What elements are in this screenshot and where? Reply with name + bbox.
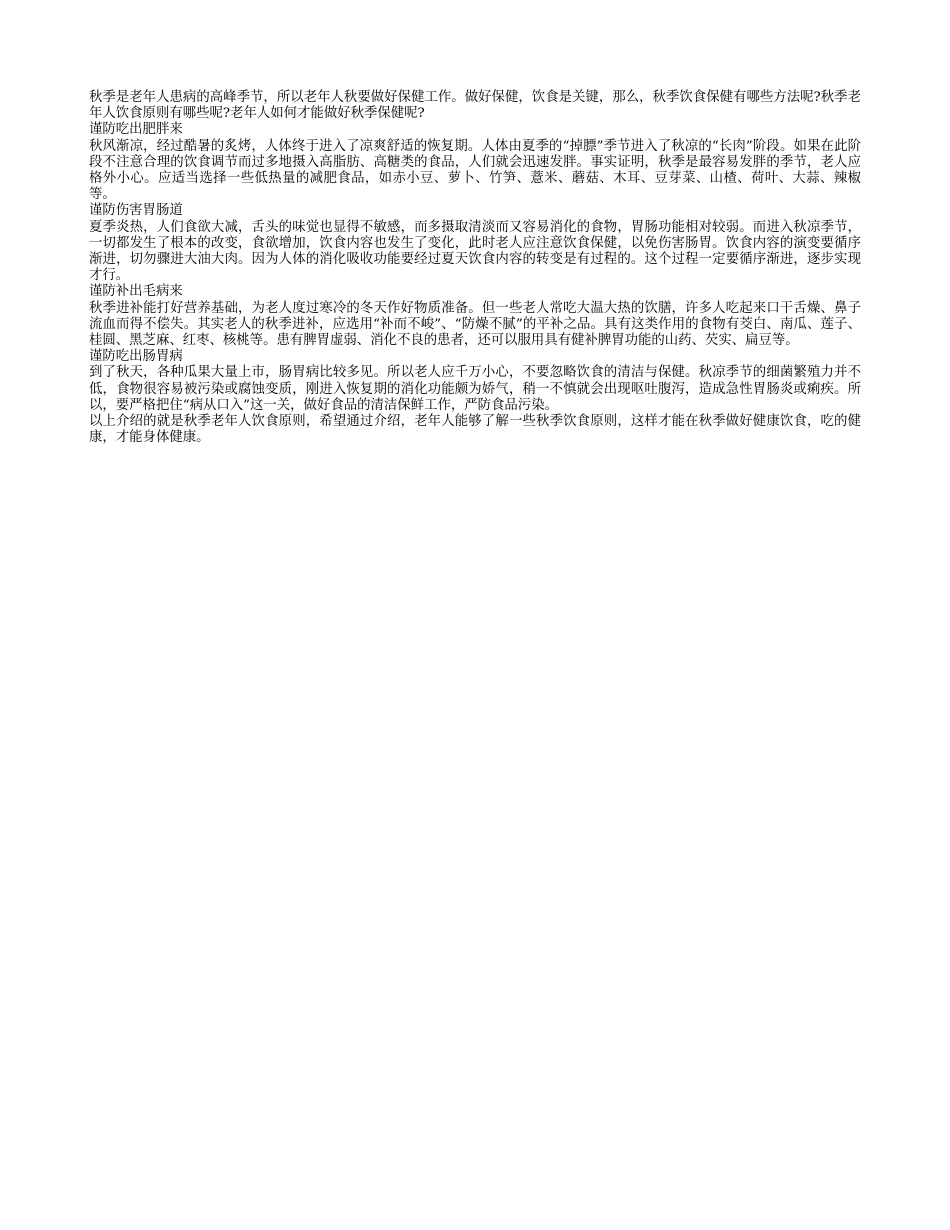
- section-heading-obesity: 谨防吃出肥胖来: [89, 122, 183, 138]
- section-heading-supplement: 谨防补出毛病来: [89, 284, 183, 300]
- section-body-gastro: 夏季炎热，人们食欲大减，舌头的味觉也显得不敏感，而多摄取清淡而又容易消化的食物，胃肠功能相对较弱。而进入秋凉季节，一切都发生了根本的改变，食欲增加，饮食内容也发生了变化，此时老人应注意饮食保健，以免伤害肠胃。饮食内容的演变要循序渐进，切勿骤进大油大肉。因为人体的消化吸收功能要经过夏天饮食内容的转变是有过程的。这个过程一定要循序渐进，逐步实现才行。: [89, 219, 861, 284]
- document-body: [89, 90, 861, 446]
- intro-paragraph: 秋季是老年人患病的高峰季节，所以老年人秋要做好保健工作。做好保健，饮食是关键，那么，秋季饮食保健有哪些方法呢?秋季老年人饮食原则有哪些呢?老年人如何才能做好秋季保健呢?: [89, 90, 861, 122]
- section-heading-gastro: 谨防伤害胃肠道: [89, 203, 183, 219]
- conclusion-paragraph: 以上介绍的就是秋季老年人饮食原则，希望通过介绍，老年人能够了解一些秋季饮食原则，这样才能在秋季做好健康饮食，吃的健康，才能身体健康。: [89, 414, 861, 446]
- section-body-intestinal: 到了秋天，各种瓜果大量上市，肠胃病比较多见。所以老人应千万小心，不要忽略饮食的清洁与保健。秋凉季节的细菌繁殖力并不低，食物很容易被污染或腐蚀变质，刚进入恢复期的消化功能颇为娇气，稍一不慎就会出现呕吐腹泻，造成急性胃肠炎或痢疾。所以，要严格把住“病从口入”这一关，做好食品的清洁保鲜工作，严防食品污染。: [89, 365, 861, 413]
- section-heading-intestinal: 谨防吃出肠胃病: [89, 349, 183, 365]
- section-body-obesity: 秋风渐凉，经过酷暑的炙烤，人体终于进入了凉爽舒适的恢复期。人体由夏季的“掉膘”季节进入了秋凉的“长肉”阶段。如果在此阶段不注意合理的饮食调节而过多地摄入高脂肪、高糖类的食品，人们就会迅速发胖。事实证明，秋季是最容易发胖的季节，老人应格外小心。应适当选择一些低热量的减肥食品，如赤小豆、萝卜、竹笋、薏米、蘑菇、木耳、豆芽菜、山楂、荷叶、大蒜、辣椒等。: [89, 138, 861, 203]
- section-body-supplement: 秋季进补能打好营养基础，为老人度过寒冷的冬天作好物质准备。但一些老人常吃大温大热的饮膳，许多人吃起来口干舌燥、鼻子流血而得不偿失。其实老人的秋季进补，应选用“补而不峻”、“防燥不腻”的平补之品。具有这类作用的食物有茭白、南瓜、莲子、桂圆、黑芝麻、红枣、核桃等。患有脾胃虚弱、消化不良的患者，还可以服用具有健补脾胃功能的山药、芡实、扁豆等。: [89, 300, 861, 349]
